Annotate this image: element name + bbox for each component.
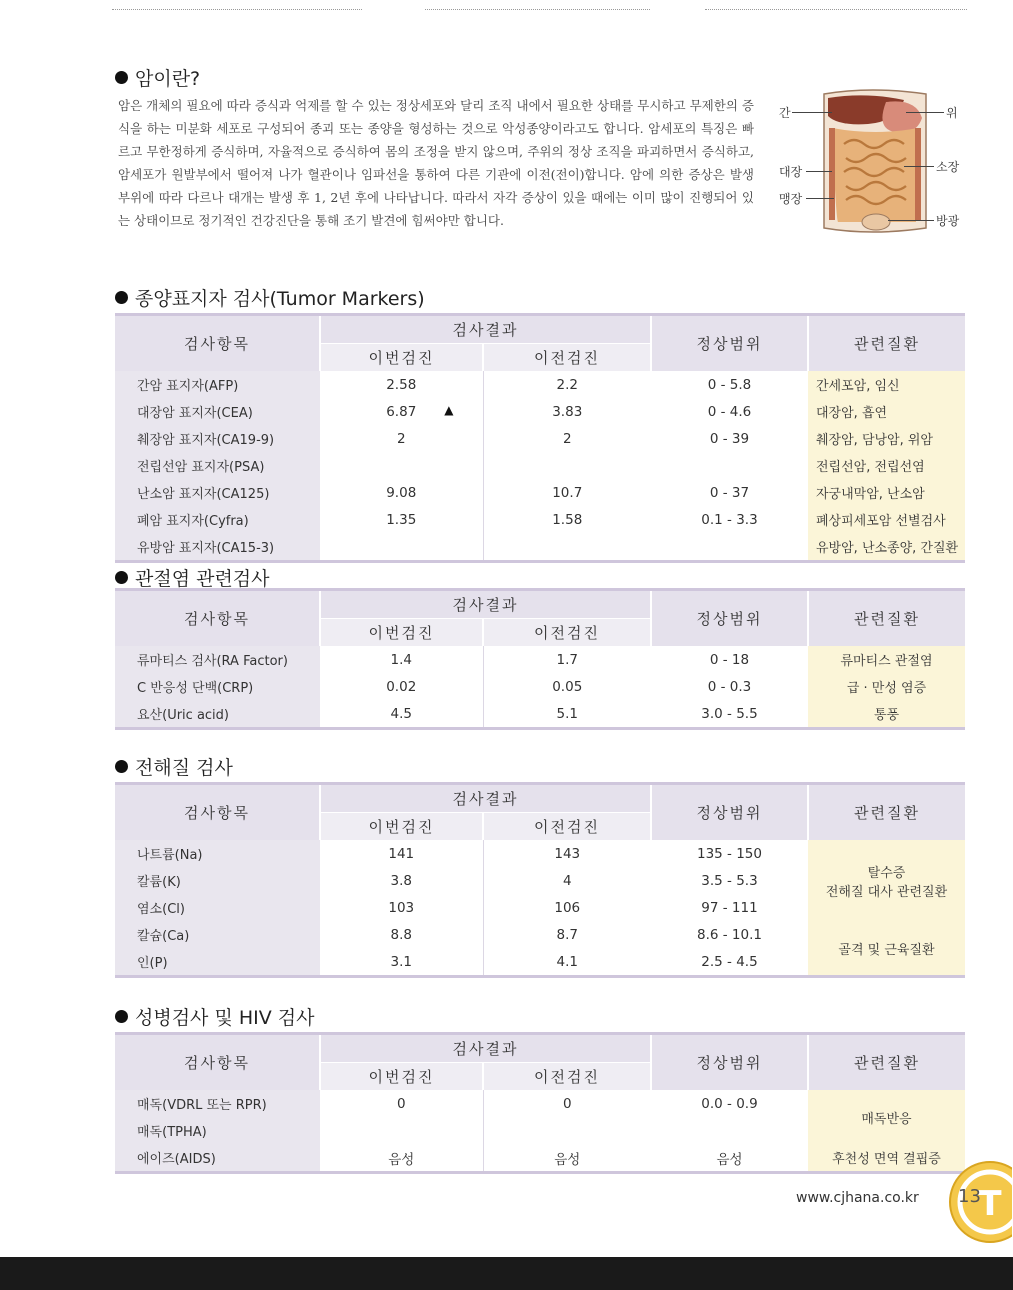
section-title-text: 관절염 관련검사 xyxy=(135,568,270,590)
table-row xyxy=(115,1144,965,1173)
abdomen-organ-diagram xyxy=(776,88,971,233)
row-previous: 1.7 xyxy=(483,646,651,673)
label-appendix: 맹장 xyxy=(779,192,803,206)
row-current: 1.4 xyxy=(390,651,412,668)
row-previous: 2.2 xyxy=(483,371,651,398)
row-current: 0 xyxy=(396,1095,406,1112)
leader-line xyxy=(904,166,934,167)
row-previous: 음성 xyxy=(483,1144,651,1173)
header-range: 정상범위 xyxy=(651,1034,808,1091)
row-range: 97 - 111 xyxy=(701,899,758,916)
header-item: 검사항목 xyxy=(115,590,320,647)
row-disease: 췌장암, 담낭암, 위암 xyxy=(808,425,965,452)
row-disease: 대장암, 흡연 xyxy=(808,398,965,425)
row-previous: 143 xyxy=(483,840,651,867)
row-range: 0 - 0.3 xyxy=(707,678,752,695)
row-range: 0.1 - 3.3 xyxy=(701,511,758,528)
row-item: 요산(Uric acid) xyxy=(115,700,320,729)
row-range: 2.5 - 4.5 xyxy=(701,953,758,970)
row-item: 유방암 표지자(CA15-3) xyxy=(115,533,320,562)
leader-line xyxy=(806,198,834,199)
row-range: 135 - 150 xyxy=(697,845,762,862)
header-range: 정상범위 xyxy=(651,784,808,841)
row-range: 0 - 37 xyxy=(709,484,750,501)
row-disease: 전립선암, 전립선염 xyxy=(808,452,965,479)
table-row xyxy=(115,1090,965,1117)
header-result: 검사결과 xyxy=(320,784,651,813)
row-range xyxy=(651,1117,808,1144)
row-previous: 0.05 xyxy=(483,673,651,700)
section-title-electrolyte xyxy=(115,753,233,780)
leader-line xyxy=(906,112,944,113)
row-range: 음성 xyxy=(716,1151,743,1168)
row-disease: 간세포암, 임신 xyxy=(808,371,965,398)
page-badge xyxy=(946,1160,1012,1244)
bullet-icon xyxy=(115,760,128,773)
row-disease-group-a xyxy=(808,840,965,921)
std-hiv-table xyxy=(115,1032,965,1174)
row-item: 폐암 표지자(Cyfra) xyxy=(115,506,320,533)
row-item: 인(P) xyxy=(115,948,320,977)
row-current: 2.58 xyxy=(386,376,417,393)
section-title-text: 종양표지자 검사(Tumor Markers) xyxy=(135,288,425,310)
section-title-text: 암이란? xyxy=(135,68,201,90)
row-current: 2 xyxy=(396,430,406,447)
header-result: 검사결과 xyxy=(320,1034,651,1063)
row-range: 0 - 39 xyxy=(709,430,750,447)
header-disease: 관련질환 xyxy=(808,784,965,841)
row-disease: 류마티스 관절염 xyxy=(808,646,965,673)
table-row xyxy=(115,425,965,452)
table-row xyxy=(115,371,965,398)
row-item: 칼슘(Ca) xyxy=(115,921,320,948)
row-item: 난소암 표지자(CA125) xyxy=(115,479,320,506)
row-current: 4.5 xyxy=(390,705,412,722)
label-liver: 간 xyxy=(779,106,791,120)
label-small-intestine: 소장 xyxy=(936,160,960,174)
row-item: 나트륨(Na) xyxy=(115,840,320,867)
table-row xyxy=(115,479,965,506)
row-disease: 급 · 만성 염증 xyxy=(808,673,965,700)
row-previous: 106 xyxy=(483,894,651,921)
bottom-bar xyxy=(0,1257,1013,1290)
row-previous xyxy=(483,452,651,479)
header-item: 검사항목 xyxy=(115,315,320,372)
table-row xyxy=(115,506,965,533)
row-previous xyxy=(483,1117,651,1144)
row-disease: 유방암, 난소종양, 간질환 xyxy=(808,533,965,562)
header-result: 검사결과 xyxy=(320,315,651,344)
row-range xyxy=(651,533,808,562)
row-item: 칼륨(K) xyxy=(115,867,320,894)
arthritis-table xyxy=(115,588,965,730)
row-current: 141 xyxy=(388,845,415,862)
header-previous: 이전검진 xyxy=(483,1063,651,1091)
row-item: 매독(TPHA) xyxy=(115,1117,320,1144)
row-previous: 10.7 xyxy=(483,479,651,506)
header-disease: 관련질환 xyxy=(808,590,965,647)
row-current-wrap xyxy=(386,402,454,420)
footer-url: www.cjhana.co.kr xyxy=(796,1190,919,1206)
row-range: 3.0 - 5.5 xyxy=(701,705,758,722)
section-title-std-hiv xyxy=(115,1003,315,1030)
table-row xyxy=(115,533,965,562)
section-title-text: 전해질 검사 xyxy=(135,757,233,779)
label-bladder: 방광 xyxy=(936,214,960,228)
row-previous xyxy=(483,533,651,562)
disease-dehydration: 탈수증 xyxy=(867,865,906,881)
table-row xyxy=(115,921,965,948)
header-disease: 관련질환 xyxy=(808,1034,965,1091)
row-disease-syphilis: 매독반응 xyxy=(808,1090,965,1144)
row-range xyxy=(651,452,808,479)
row-current: 103 xyxy=(388,899,415,916)
row-item: 류마티스 검사(RA Factor) xyxy=(115,646,320,673)
row-current-cell xyxy=(320,398,483,425)
row-previous: 1.58 xyxy=(483,506,651,533)
row-current xyxy=(320,452,483,479)
row-current: 0.02 xyxy=(386,678,417,695)
header-current: 이번검진 xyxy=(320,344,483,372)
row-range: 0 - 4.6 xyxy=(707,403,752,420)
row-current: 3.8 xyxy=(390,872,412,889)
row-current: 1.35 xyxy=(386,511,417,528)
header-previous: 이전검진 xyxy=(483,619,651,647)
header-result: 검사결과 xyxy=(320,590,651,619)
header-item: 검사항목 xyxy=(115,1034,320,1091)
row-range: 8.6 - 10.1 xyxy=(697,926,762,943)
row-previous: 3.83 xyxy=(483,398,651,425)
svg-text:T: T xyxy=(978,1184,1002,1224)
row-disease: 자궁내막암, 난소암 xyxy=(808,479,965,506)
section-title-text: 성병검사 및 HIV 검사 xyxy=(135,1007,315,1029)
header-current: 이번검진 xyxy=(320,1063,483,1091)
header-disease: 관련질환 xyxy=(808,315,965,372)
header-range: 정상범위 xyxy=(651,315,808,372)
section-title-cancer xyxy=(115,64,200,91)
row-item: 대장암 표지자(CEA) xyxy=(115,398,320,425)
table-row xyxy=(115,398,965,425)
row-item: 간암 표지자(AFP) xyxy=(115,371,320,398)
leader-line xyxy=(792,112,832,113)
row-current: 8.8 xyxy=(390,926,412,943)
header-current: 이번검진 xyxy=(320,813,483,841)
table-row xyxy=(115,673,965,700)
label-colon: 대장 xyxy=(779,165,803,179)
row-previous: 2 xyxy=(483,425,651,452)
divider xyxy=(425,6,650,10)
header-current: 이번검진 xyxy=(320,619,483,647)
row-disease-group-b: 골격 및 근육질환 xyxy=(808,921,965,977)
table-row xyxy=(115,840,965,867)
section-title-arthritis xyxy=(115,564,270,591)
row-range: 0 - 5.8 xyxy=(707,376,752,393)
leader-line xyxy=(888,220,934,221)
intro-paragraph: 암은 개체의 필요에 따라 증식과 억제를 할 수 있는 정상세포와 달리 조직 내에서 필요한 상태를 무시하고 무제한의 증식을 하는 미분화 세포로 구성되어 종괴 또는 종양을 형성하는 것으로 악성종양이라고도 합니다. 암세포의 특징은 빠르고 무한정하게 증식하며, 자율적으로 증식하여 몸의 조정을 받지 않으며, 주위의 정상 조직을 파괴하면서 증식하고, 암세포가 원발부에서 떨어져 나가 혈관이나 임파선을 통하여 다른 기관에 이전(전이)합니다. 암에 의한 증상은 발생 부위에 따라 다르나 대개는 발생 후 1, 2년 후에 나타납니다. 따라서 자각 증상이 있을 때에는 이미 많이 진행되어 있는 상태이므로 정기적인 건강진단을 통해 조기 발견에 힘써야만 합니다. xyxy=(118,98,754,228)
bullet-icon xyxy=(115,291,128,304)
row-current xyxy=(320,533,483,562)
header-item: 검사항목 xyxy=(115,784,320,841)
table-row xyxy=(115,646,965,673)
divider xyxy=(705,6,967,10)
bullet-icon xyxy=(115,71,128,84)
page-number: 13 xyxy=(958,1186,981,1207)
electrolyte-table xyxy=(115,782,965,978)
row-current: 6.87 xyxy=(386,403,417,420)
row-previous: 8.7 xyxy=(483,921,651,948)
label-stomach: 위 xyxy=(946,106,958,120)
row-item: C 반응성 단백(CRP) xyxy=(115,673,320,700)
section-title-tumor-markers xyxy=(115,284,425,311)
top-cutoff-strip xyxy=(0,0,1013,18)
row-range: 0 - 18 xyxy=(709,651,750,668)
header-previous: 이전검진 xyxy=(483,813,651,841)
row-current xyxy=(320,1117,483,1144)
row-item: 췌장암 표지자(CA19-9) xyxy=(115,425,320,452)
row-current: 9.08 xyxy=(386,484,417,501)
bullet-icon xyxy=(115,571,128,584)
row-disease: 폐상피세포암 선별검사 xyxy=(808,506,965,533)
table-row xyxy=(115,452,965,479)
row-item: 염소(Cl) xyxy=(115,894,320,921)
leader-line xyxy=(806,171,832,172)
row-range: 0.0 - 0.9 xyxy=(701,1095,758,1112)
disease-electrolyte-metabolism: 전해질 대사 관련질환 xyxy=(825,884,948,900)
divider xyxy=(112,6,362,10)
row-item: 매독(VDRL 또는 RPR) xyxy=(115,1090,320,1117)
row-item: 에이즈(AIDS) xyxy=(115,1144,320,1173)
row-current: 음성 xyxy=(388,1151,415,1168)
row-range: 3.5 - 5.3 xyxy=(701,872,758,889)
row-previous: 4 xyxy=(483,867,651,894)
tumor-markers-table xyxy=(115,313,965,563)
table-row xyxy=(115,700,965,729)
row-previous: 5.1 xyxy=(483,700,651,729)
high-flag-icon: ▲ xyxy=(444,402,454,417)
header-range: 정상범위 xyxy=(651,590,808,647)
row-current: 3.1 xyxy=(390,953,412,970)
row-item: 전립선암 표지자(PSA) xyxy=(115,452,320,479)
row-previous: 4.1 xyxy=(483,948,651,977)
header-previous: 이전검진 xyxy=(483,344,651,372)
row-disease-aids: 후천성 면역 결핍증 xyxy=(808,1144,965,1173)
row-disease: 통풍 xyxy=(808,700,965,729)
bullet-icon xyxy=(115,1010,128,1023)
row-previous: 0 xyxy=(483,1090,651,1117)
